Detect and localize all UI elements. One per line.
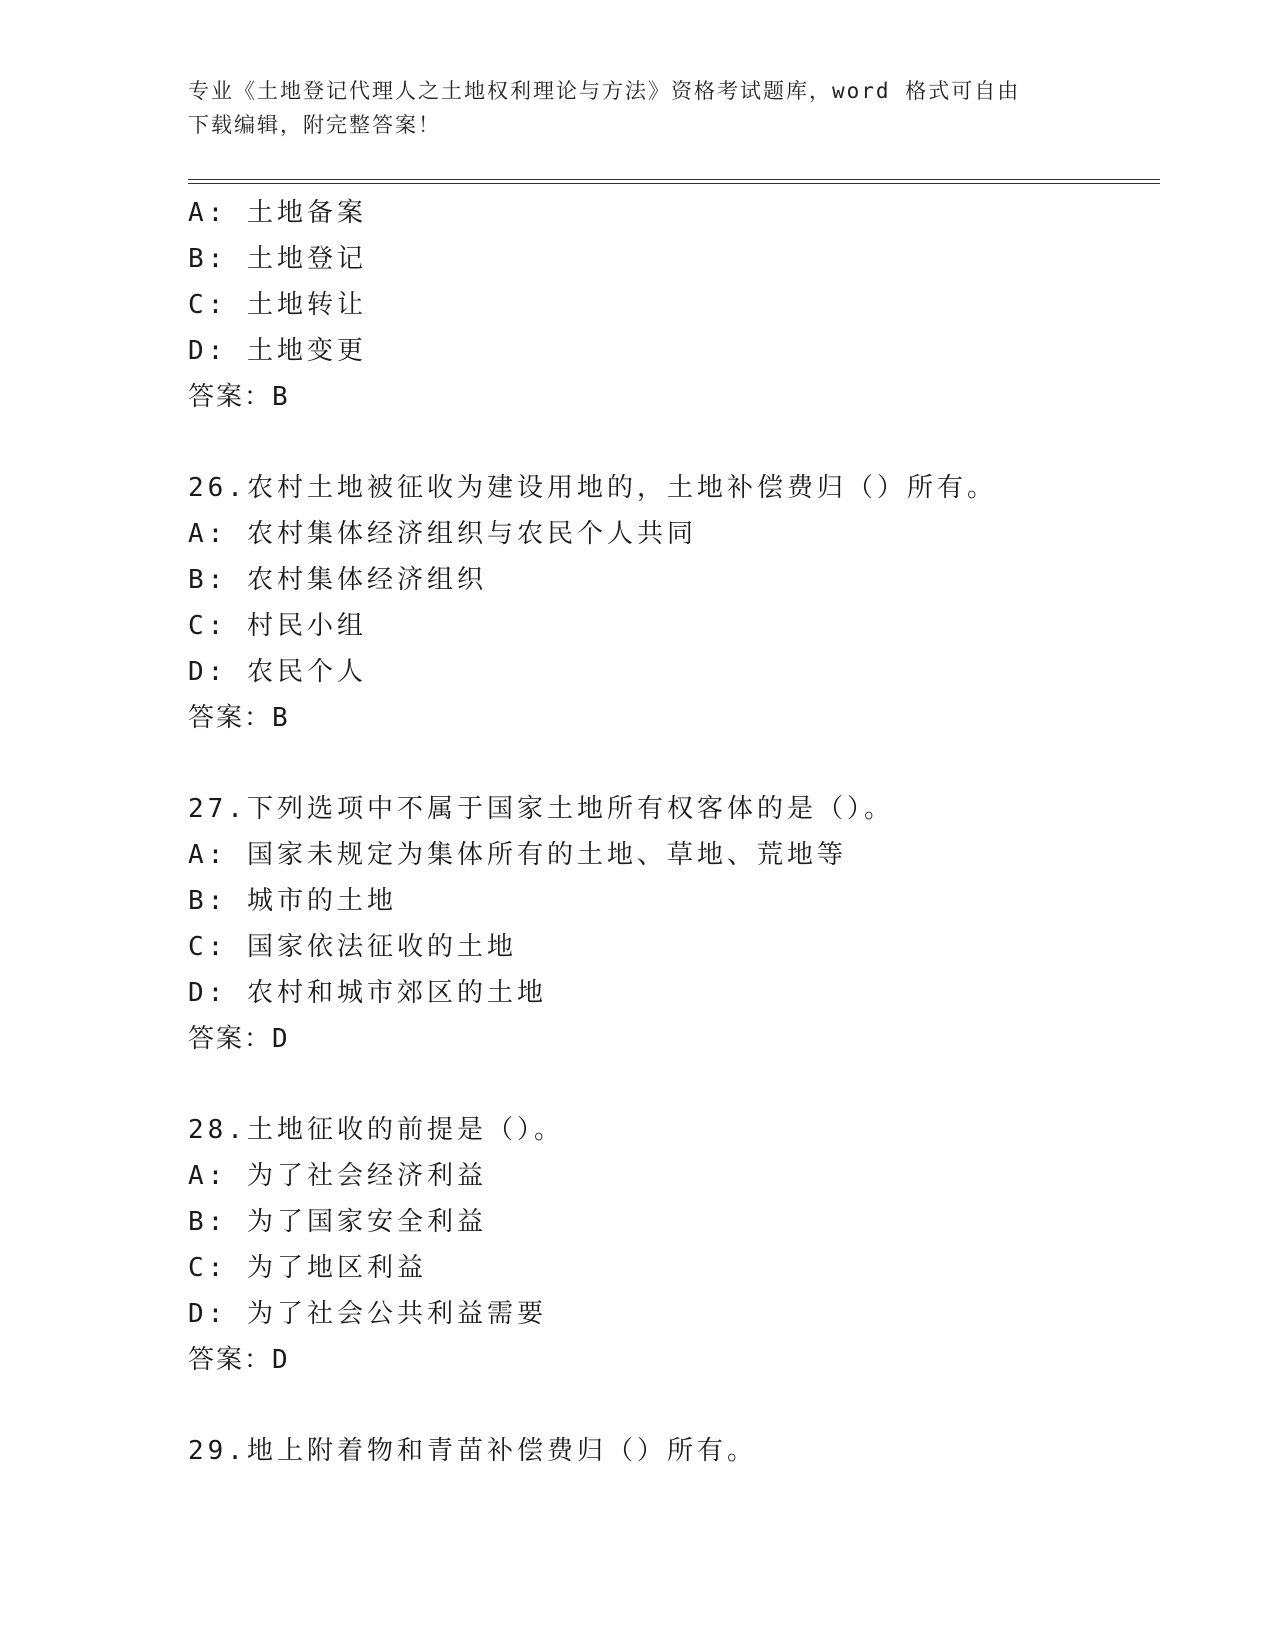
header-line-2: 下载编辑，附完整答案！ <box>188 113 441 137</box>
question-list <box>188 190 1160 1519</box>
question-27 <box>188 786 1160 1062</box>
option-b: B: 城市的土地 <box>188 886 397 916</box>
question-29 <box>188 1428 1160 1474</box>
question-stem: 26.农村土地被征收为建设用地的，土地补偿费归（）所有。 <box>188 473 997 503</box>
document-header <box>188 74 1088 142</box>
question-stem: 29.地上附着物和青苗补偿费归（）所有。 <box>188 1436 757 1466</box>
header-divider-bottom <box>188 183 1160 184</box>
answer-line: 答案：D <box>188 1345 290 1375</box>
option-a: A: 土地备案 <box>188 198 367 228</box>
option-d: D: 农民个人 <box>188 657 367 687</box>
option-a: A: 为了社会经济利益 <box>188 1161 487 1191</box>
question-stem: 27.下列选项中不属于国家土地所有权客体的是（）。 <box>188 794 894 824</box>
option-b: B: 为了国家安全利益 <box>188 1207 487 1237</box>
option-a: A: 农村集体经济组织与农民个人共同 <box>188 519 697 549</box>
option-d: D: 土地变更 <box>188 336 367 366</box>
answer-line: 答案：B <box>188 703 290 733</box>
option-c: C: 为了地区利益 <box>188 1253 427 1283</box>
option-b: B: 土地登记 <box>188 244 367 274</box>
answer-line: 答案：D <box>188 1024 290 1054</box>
option-d: D: 农村和城市郊区的土地 <box>188 978 547 1008</box>
option-c: C: 村民小组 <box>188 611 367 641</box>
question-stem: 28.土地征收的前提是（）。 <box>188 1115 564 1145</box>
question-28 <box>188 1107 1160 1383</box>
header-divider-top <box>188 179 1160 180</box>
option-c: C: 国家依法征收的土地 <box>188 932 517 962</box>
question-continued <box>188 190 1160 420</box>
option-d: D: 为了社会公共利益需要 <box>188 1299 547 1329</box>
header-line-1: 专业《土地登记代理人之土地权利理论与方法》资格考试题库，word 格式可自由 <box>188 79 1021 103</box>
question-26 <box>188 465 1160 741</box>
answer-line: 答案：B <box>188 382 290 412</box>
option-a: A: 国家未规定为集体所有的土地、草地、荒地等 <box>188 840 847 870</box>
option-b: B: 农村集体经济组织 <box>188 565 487 595</box>
option-c: C: 土地转让 <box>188 290 367 320</box>
